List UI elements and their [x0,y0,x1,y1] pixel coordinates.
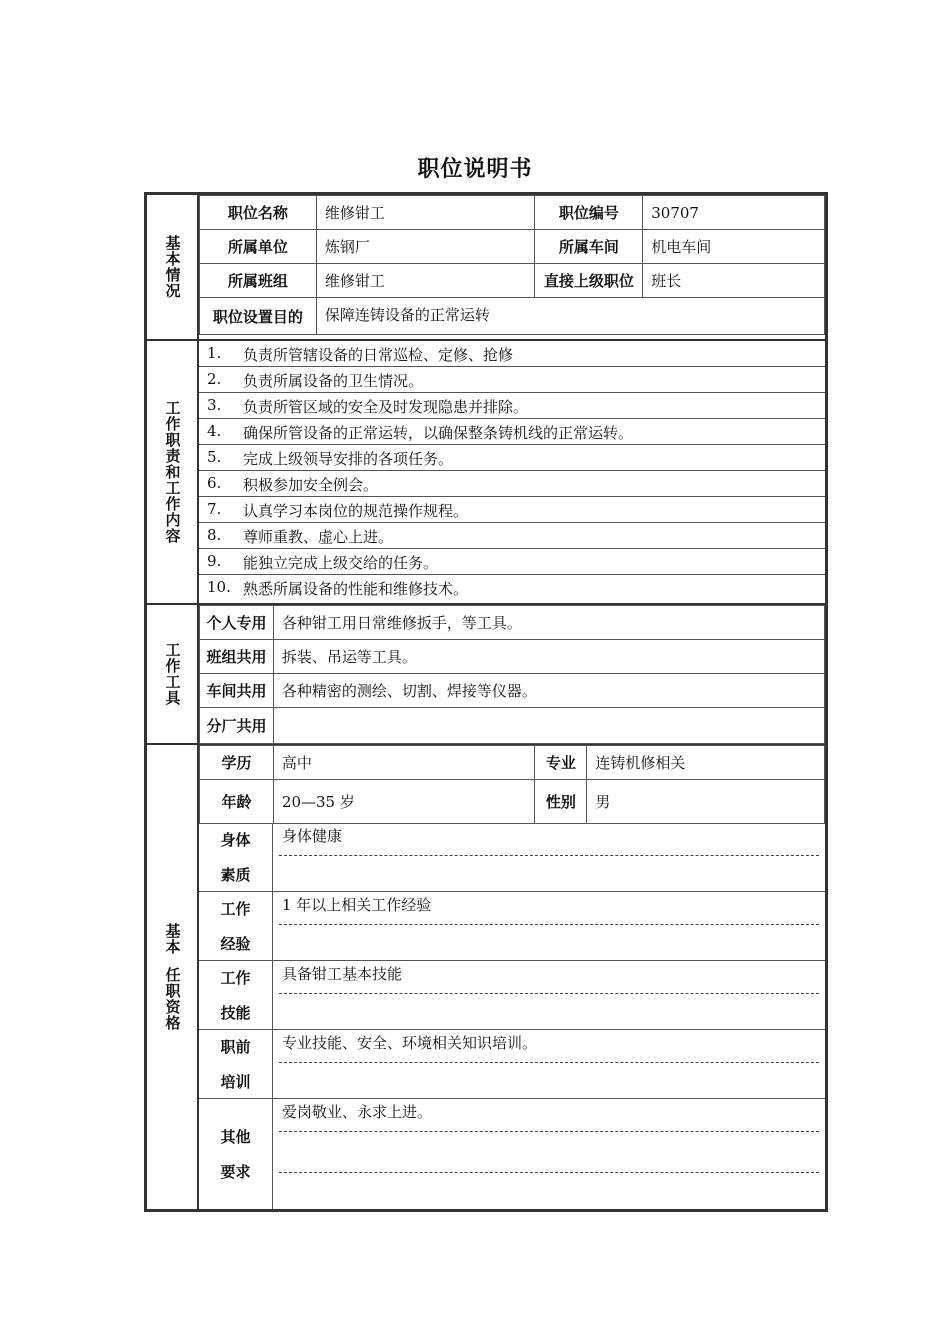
duty-item-number: 4. [207,422,222,440]
age-label: 年龄 [200,780,274,824]
duty-item-text: 熟悉所属设备的性能和维修技术。 [243,580,469,598]
qualifications-basic-table [199,745,825,824]
qualification-value: 专业技能、安全、环境相关知识培训。 [282,1034,538,1052]
qualification-value-area [273,1030,825,1098]
duty-item [199,445,825,471]
qualification-label-line1: 其他 [220,1128,251,1146]
duty-item-number: 7. [207,500,222,518]
age-value: 20—35 岁 [273,780,535,824]
duty-item [199,575,825,601]
team-value: 维修钳工 [316,264,535,298]
duty-item-number: 3. [207,396,222,414]
duty-item-number: 9. [207,552,222,570]
tool-team-label: 班组共用 [200,640,274,674]
duty-item-text: 尊师重教、虚心上进。 [243,528,394,546]
qualification-label-line1: 身体 [220,831,251,849]
superior-label: 直接上级职位 [535,264,643,298]
duty-item-number: 2. [207,370,222,388]
purpose-label: 职位设置目的 [200,298,317,335]
duty-item-number: 10. [207,578,231,596]
duty-item [199,367,825,393]
qualification-label-line1: 职前 [220,1038,251,1056]
position-name-value: 维修钳工 [316,196,535,230]
tool-workshop-label: 车间共用 [200,674,274,708]
dashed-writing-line [279,993,819,994]
qualification-value-area [273,961,825,1029]
basic-info-section [147,195,825,341]
education-value: 高中 [273,746,535,780]
qualification-row [199,823,825,892]
workshop-value: 机电车间 [643,230,825,264]
dashed-writing-line [279,855,819,856]
duty-item-text: 完成上级领导安排的各项任务。 [243,450,454,468]
duty-item-number: 1. [207,344,222,362]
dashed-writing-line [279,1172,819,1173]
unit-label: 所属单位 [200,230,317,264]
duty-item-number: 6. [207,474,222,492]
team-label: 所属班组 [200,264,317,298]
qualification-label-line2: 要求 [220,1163,251,1181]
duty-item-text: 负责所管区域的安全及时发现隐患并排除。 [243,398,529,416]
major-value: 连铸机修相关 [587,746,825,780]
tool-factory-label: 分厂共用 [200,708,274,744]
dashed-writing-line [279,924,819,925]
tools-section [147,605,825,745]
qualification-value-area [273,892,825,960]
duties-side-label: 工作职责和工作内容 [147,341,199,603]
qualification-row [199,1030,825,1099]
major-label: 专业 [535,746,587,780]
qualification-row [199,961,825,1030]
qualification-value-area [273,1099,825,1209]
position-code-value: 30707 [643,196,825,230]
qualifications-side-label: 基本 任职资格 [147,745,199,1209]
duty-item-text: 负责所管辖设备的日常巡检、定修、抢修 [243,346,514,364]
duty-item [199,419,825,445]
tool-workshop-value: 各种精密的测绘、切割、焊接等仪器。 [273,674,824,708]
qualification-rows [199,823,825,1209]
duty-item [199,341,825,367]
basic-info-table [199,195,825,335]
duties-section [147,341,825,605]
qualification-label-line1: 工作 [220,969,251,987]
position-code-label: 职位编号 [535,196,643,230]
sex-value: 男 [587,780,825,824]
document-title: 职位说明书 [417,157,533,182]
duty-item [199,497,825,523]
sex-label: 性别 [535,780,587,824]
dashed-writing-line [279,1062,819,1063]
qualification-label-line2: 经验 [220,935,251,953]
duty-item-text: 能独立完成上级交给的任务。 [243,554,439,572]
purpose-value: 保障连铸设备的正常运转 [316,298,824,335]
duty-item-number: 5. [207,448,222,466]
qualification-row [199,892,825,961]
duty-item-text: 确保所管设备的正常运转，以确保整条铸机线的正常运转。 [243,424,634,442]
qualification-label [199,892,273,960]
tool-team-value: 拆装、吊运等工具。 [273,640,824,674]
qualification-label [199,1030,273,1098]
duty-item [199,393,825,419]
tool-personal-label: 个人专用 [200,606,274,640]
unit-value: 炼钢厂 [316,230,535,264]
tools-table [199,605,825,744]
duty-item [199,523,825,549]
duty-item [199,471,825,497]
qualification-label [199,961,273,1029]
qualification-label-line2: 培训 [220,1073,251,1091]
qualification-value: 身体健康 [282,827,343,845]
tool-personal-value: 各种钳工用日常维修扳手，等工具。 [273,606,824,640]
duties-list [199,341,825,603]
duty-item-text: 认真学习本岗位的规范操作规程。 [243,502,469,520]
duty-item-text: 积极参加安全例会。 [243,476,379,494]
education-label: 学历 [200,746,274,780]
qualification-label-line2: 素质 [220,866,251,884]
qualification-label-line2: 技能 [220,1004,251,1022]
duty-item-number: 8. [207,526,222,544]
qualification-value: 具备钳工基本技能 [282,965,403,983]
qualification-row [199,1099,825,1209]
position-name-label: 职位名称 [200,196,317,230]
tool-factory-value [273,708,824,744]
qualification-value: 爱岗敬业、永求上进。 [282,1103,433,1121]
job-description-form [144,192,828,1212]
qualification-value: 1 年以上相关工作经验 [282,896,432,914]
workshop-label: 所属车间 [535,230,643,264]
tools-side-label: 工作工具 [147,605,199,743]
qualification-label [199,823,273,891]
qualification-label [199,1099,273,1209]
basic-info-side-label: 基本情况 [147,195,199,339]
qualification-value-area [273,823,825,891]
duty-item-text: 负责所属设备的卫生情况。 [243,372,424,390]
qualification-label-line1: 工作 [220,900,251,918]
duty-item [199,549,825,575]
qualifications-section [147,745,825,1209]
superior-value: 班长 [643,264,825,298]
dashed-writing-line [279,1131,819,1132]
